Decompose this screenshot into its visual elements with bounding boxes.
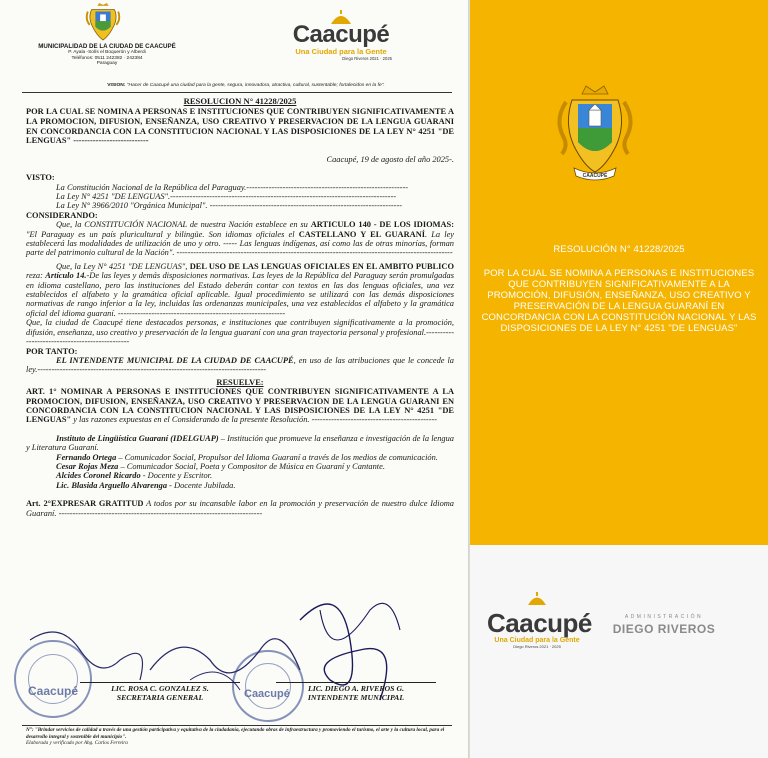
footer-divider — [22, 725, 452, 726]
considerando-paragraph: Que, la Ley N° 4251 "DE LENGUAS", DEL USO DE LAS LENGUAS OFICIALES EN EL AMBITO PUBLICO reza: Artículo 14.-De las leyes y demás disposiciones normativas. Las leyes de la República del Paraguay serán promulgadas en idioma castellano, pero las instituciones del Estado deberán contar con textos en las dos lenguas oficiales, una vez establecidos el alfabeto y la gramática oficial aplicable. Igual procedimiento se utilizará con las demás disposiciones normativas de rango inferior a la ley, incluidas las ordenanzas municipales, una vez establecidos el alfabeto y la gramática oficial del idioma guaraní. ------------------------------------------------------------ — [26, 261, 455, 318]
document-footer — [26, 727, 456, 747]
resolution-number: RESOLUCION N° 41228/2025 — [183, 96, 297, 106]
visto-item: La Ley N° 4251 "DE LENGUAS".--------------------------------------------------------------------------------- — [56, 192, 397, 201]
panel-logo-small: Diego Riveros 2021 · 2025 — [513, 644, 561, 649]
resuelve-label: RESUELVE: — [216, 377, 264, 387]
mayor-signature — [256, 684, 456, 702]
visto-item: La Ley N° 3966/2010 "Orgánica Municipal". --------------------------------------------------------------------- — [56, 201, 403, 211]
considerando-label: CONSIDERANDO: — [26, 210, 98, 220]
panel-resolution-title: POR LA CUAL SE NOMINA A PERSONAS E INSTITUCIONES QUE CONTRIBUYEN SIGNIFICATIVAMENTE A LA PROMOCIÓN, DIFUSIÓN, ENSEÑANZA, USO CREATIVO Y PRESERVACIÓN DE LA LENGUA GUARANÍ EN CONCORDANCIA CON LA CONSTITUCIÓN NACIONAL Y LAS DISPOSICIONES DE LA LEY N° 4251 "DE LENGUAS" — [481, 268, 757, 334]
article-2: Art. 2°EXPRESAR GRATITUD A todos por su incansable labor en la promoción y preservación de nuestro dulce Idioma Guaraní. ------------------------------------------------------------------------- — [26, 499, 454, 518]
vision-statement — [56, 83, 436, 88]
panel-caacupe-logo — [487, 590, 592, 649]
municipality-country: Paraguay — [96, 61, 118, 66]
panel-logo-name: Caacupé — [487, 608, 592, 638]
municipal-crest-icon — [84, 2, 122, 42]
panel-logo-tagline: Una Ciudad para la Gente — [494, 637, 580, 644]
considerando-paragraph: Que, la ciudad de Caacupé tiene destacados personas, e instituciones que contribuyen significativamente a la promoción, difusión, enseñanza, uso creativo y preservación de la lengua guaraní con una gran trayectoria personal y profesional.----------------------------------------------- — [26, 318, 454, 347]
panel-resolution-number: RESOLUCIÓN N° 41228/2025 — [553, 244, 685, 255]
municipality-address: P. Ayala -Solís el Boquerón y Alberdi — [68, 50, 146, 55]
nominee-item: Alcides Coronel Ricardo - Docente y Escritor. — [56, 471, 213, 481]
admin-label: ADMINISTRACIÓN — [624, 614, 704, 620]
vision-label: VISION: — [107, 83, 126, 88]
caacupe-brand-logo — [276, 10, 406, 61]
considerando-paragraph: Que, la CONSTITUCIÓN NACIONAL de nuestra Nación establece en su ARTICULO 140 - DE LOS IDIOMAS: "El Paraguay es un país pluricultural y bilingüe. Son idiomas oficiales el CASTELLANO Y EL GUARANÍ. La ley establecerá las modalidades de utilización de uno y otro. ----- Las lenguas indígenas, así como las de otras minorías, forman parte del patrimonio cultural de la Nación". --------------------------------------------------------------------------------------------------- — [26, 220, 455, 258]
resolution-title: POR LA CUAL SE NOMINA A PERSONAS E INSTITUCIONES QUE CONTRIBUYEN SIGNIFICATIVAMENTE A LA PROMOCION, DIFUSION, ENSEÑANZA, USO CREATIVO Y PRESERVACION DE LA LENGUA GUARANI EN CONCORDANCIA CON LA CONSTITUCION NACIONAL Y LAS DISPOSICIONES DE LA LEY N° 4251 "DE LENGUAS" --------------------------- — [26, 107, 454, 146]
portanto-paragraph: EL INTENDENTE MUNICIPAL DE LA CIUDAD DE CAACUPÉ, en uso de las atribuciones que le concede la ley.---------------------------------------------------------------------------------- — [26, 355, 454, 375]
visto-label: VISTO: — [26, 173, 55, 183]
secretary-signature — [60, 684, 260, 702]
brand-name: Caacupé — [292, 21, 390, 48]
left-stamp-brand: Caacupé — [28, 684, 79, 698]
mayor-name: LIC. DIEGO A. RIVEROS G. — [307, 684, 405, 693]
visto-item: La Constitución Nacional de la República del Paraguay.---------------------------------------------------------- — [56, 182, 409, 192]
municipality-name: MUNICIPALIDAD DE LA CIUDAD DE CAACUPÉ — [38, 43, 176, 50]
vision-text: "Hacer de Caacupé una ciudad para la gente, segura, innovadora, atractiva, cultural, sustentable; fortalecidos en la fe". — [126, 83, 385, 88]
article-1: ART. 1° NOMINAR A PERSONAS E INSTITUCIONES QUE CONTRIBUYEN SIGNIFICATIVAMENTE A LA PROMOCION, DIFUSION, ENSEÑANZA, USO CREATIVO Y PRESERVACION DE LA LENGUA GUARANI EN CONCORDANCIA CON LA CONSTITUCION NACIONAL Y LAS DISPOSICIONES DE LA LEY N° 4251 "DE LENGUAS" y las razones expuestas en el Considerando de la presente Resolución. --------------------------------------------- — [26, 387, 454, 425]
brand-tagline: Una Ciudad para la Gente — [295, 47, 387, 56]
portanto-label: POR TANTO: — [26, 346, 78, 356]
crest-label: CAACUPÉ — [582, 173, 608, 179]
brand-small: Diego Riveros 2021 · 2025 — [342, 56, 392, 61]
municipality-header — [22, 43, 192, 67]
prepared-by: Elaborada y verificado por Abg. Carlos Ferreira — [26, 740, 128, 746]
mayor-role: INTENDENTE MUNICIPAL — [307, 693, 405, 702]
nominee-item: Fernando Ortega – Comunicador Social, Propulsor del Idioma Guaraní a través de los medios de comunicación. — [56, 452, 438, 462]
secretary-name: LIC. ROSA C. GONZALEZ S. — [111, 684, 209, 693]
resolution-date: Caacupé, 19 de agosto del año 2025-. — [326, 154, 454, 164]
secretary-role: SECRETARIA GENERAL — [116, 693, 204, 702]
logo-panel — [470, 545, 768, 758]
basilica-dome-icon — [526, 592, 548, 606]
header-divider — [22, 92, 452, 93]
document-body — [26, 97, 454, 518]
administration-logo — [608, 614, 720, 636]
municipality-phones: Teléfonos: 0511 242382 · 242384 — [71, 55, 143, 61]
nominee-item: Instituto de Lingüística Guaraní (IDELGUAP) – Institución que promueve la enseñanza e investigación de la lengua y Literatura Guaraní. — [26, 433, 454, 453]
nominee-item: Cesar Rojas Meza – Comunicador Social, Poeta y Compositor de Música en Guaraní y Cantante. — [56, 461, 385, 471]
nominee-item: Lic. Blasida Arguello Alvarenga - Docente Jubilada. — [56, 480, 236, 490]
center-stamp-brand: Caacupé — [244, 688, 290, 700]
admin-name: DIEGO RIVEROS — [612, 622, 716, 636]
caacupe-crest-icon — [552, 84, 638, 184]
panel-resolution-summary — [478, 244, 760, 334]
mission-statement: N°: "Brindar servicios de calidad a través de una gestión participativa y equitativa de la ciudadanía, ejecutando obras de infraestructura y promoviendo el turismo, el arte y la cultura local, para el desarrollo integral y sostenible del municipio". — [26, 727, 445, 740]
signature-block — [20, 684, 460, 714]
